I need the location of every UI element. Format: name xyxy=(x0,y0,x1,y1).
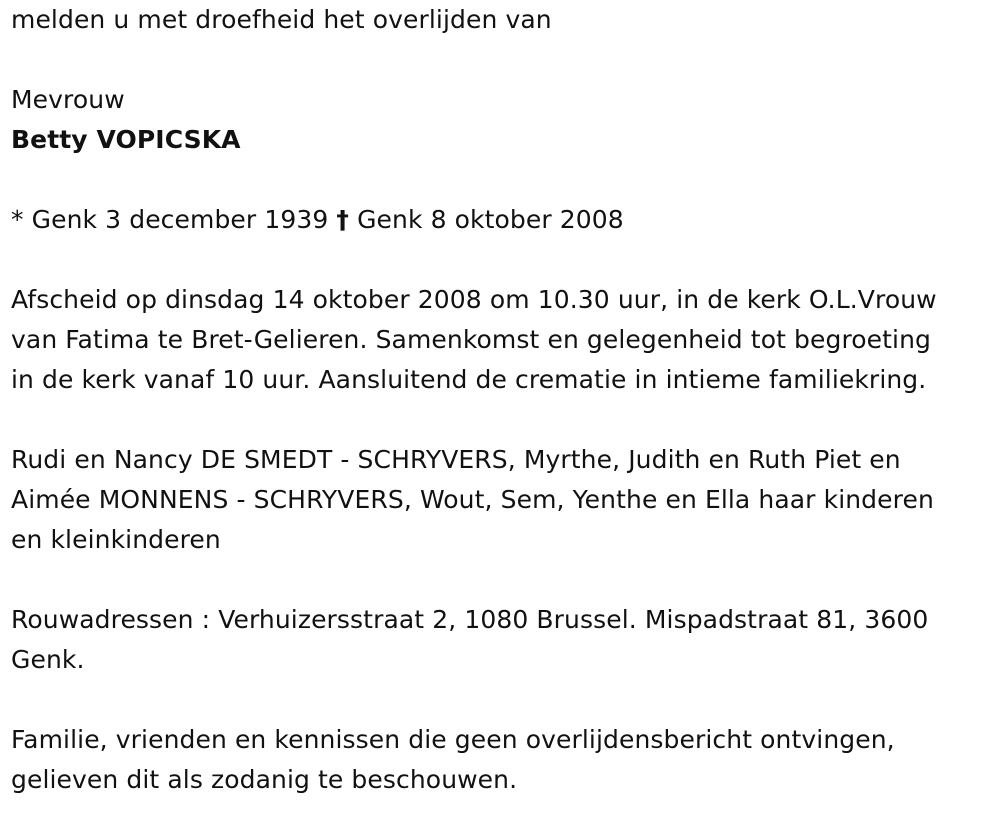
salutation: Mevrouw xyxy=(11,85,125,114)
address-line: Rouwadressen : Verhuizersstraat 2, 1080 Brussel. Mispadstraat 81, 3600 xyxy=(11,605,929,634)
ceremony-line: Afscheid op dinsdag 14 oktober 2008 om 10.30 uur, in de kerk O.L.Vrouw xyxy=(11,285,937,314)
birth-date: * Genk 3 december 1939 xyxy=(11,205,329,234)
death-date: Genk 8 oktober 2008 xyxy=(357,205,624,234)
family-line: Aimée MONNENS - SCHRYVERS, Wout, Sem, Yenthe en Ella haar kinderen xyxy=(11,485,934,514)
address-line: Genk. xyxy=(11,645,85,674)
intro-text: melden u met droefheid het overlijden van xyxy=(11,5,552,34)
family-line: Rudi en Nancy DE SMEDT - SCHRYVERS, Myrthe, Judith en Ruth Piet en xyxy=(11,445,901,474)
closing-line: Familie, vrienden en kennissen die geen overlijdensbericht ontvingen, xyxy=(11,725,895,754)
cross-icon: † xyxy=(336,205,350,234)
ceremony-line: van Fatima te Bret-Gelieren. Samenkomst en gelegenheid tot begroeting xyxy=(11,325,932,354)
family-line: en kleinkinderen xyxy=(11,525,221,554)
obituary-text xyxy=(11,0,991,800)
closing-line: gelieven dit als zodanig te beschouwen. xyxy=(11,765,518,794)
deceased-name: Betty VOPICSKA xyxy=(11,125,241,154)
dates-line xyxy=(11,200,991,240)
ceremony-line: in de kerk vanaf 10 uur. Aansluitend de crematie in intieme familiekring. xyxy=(11,365,927,394)
